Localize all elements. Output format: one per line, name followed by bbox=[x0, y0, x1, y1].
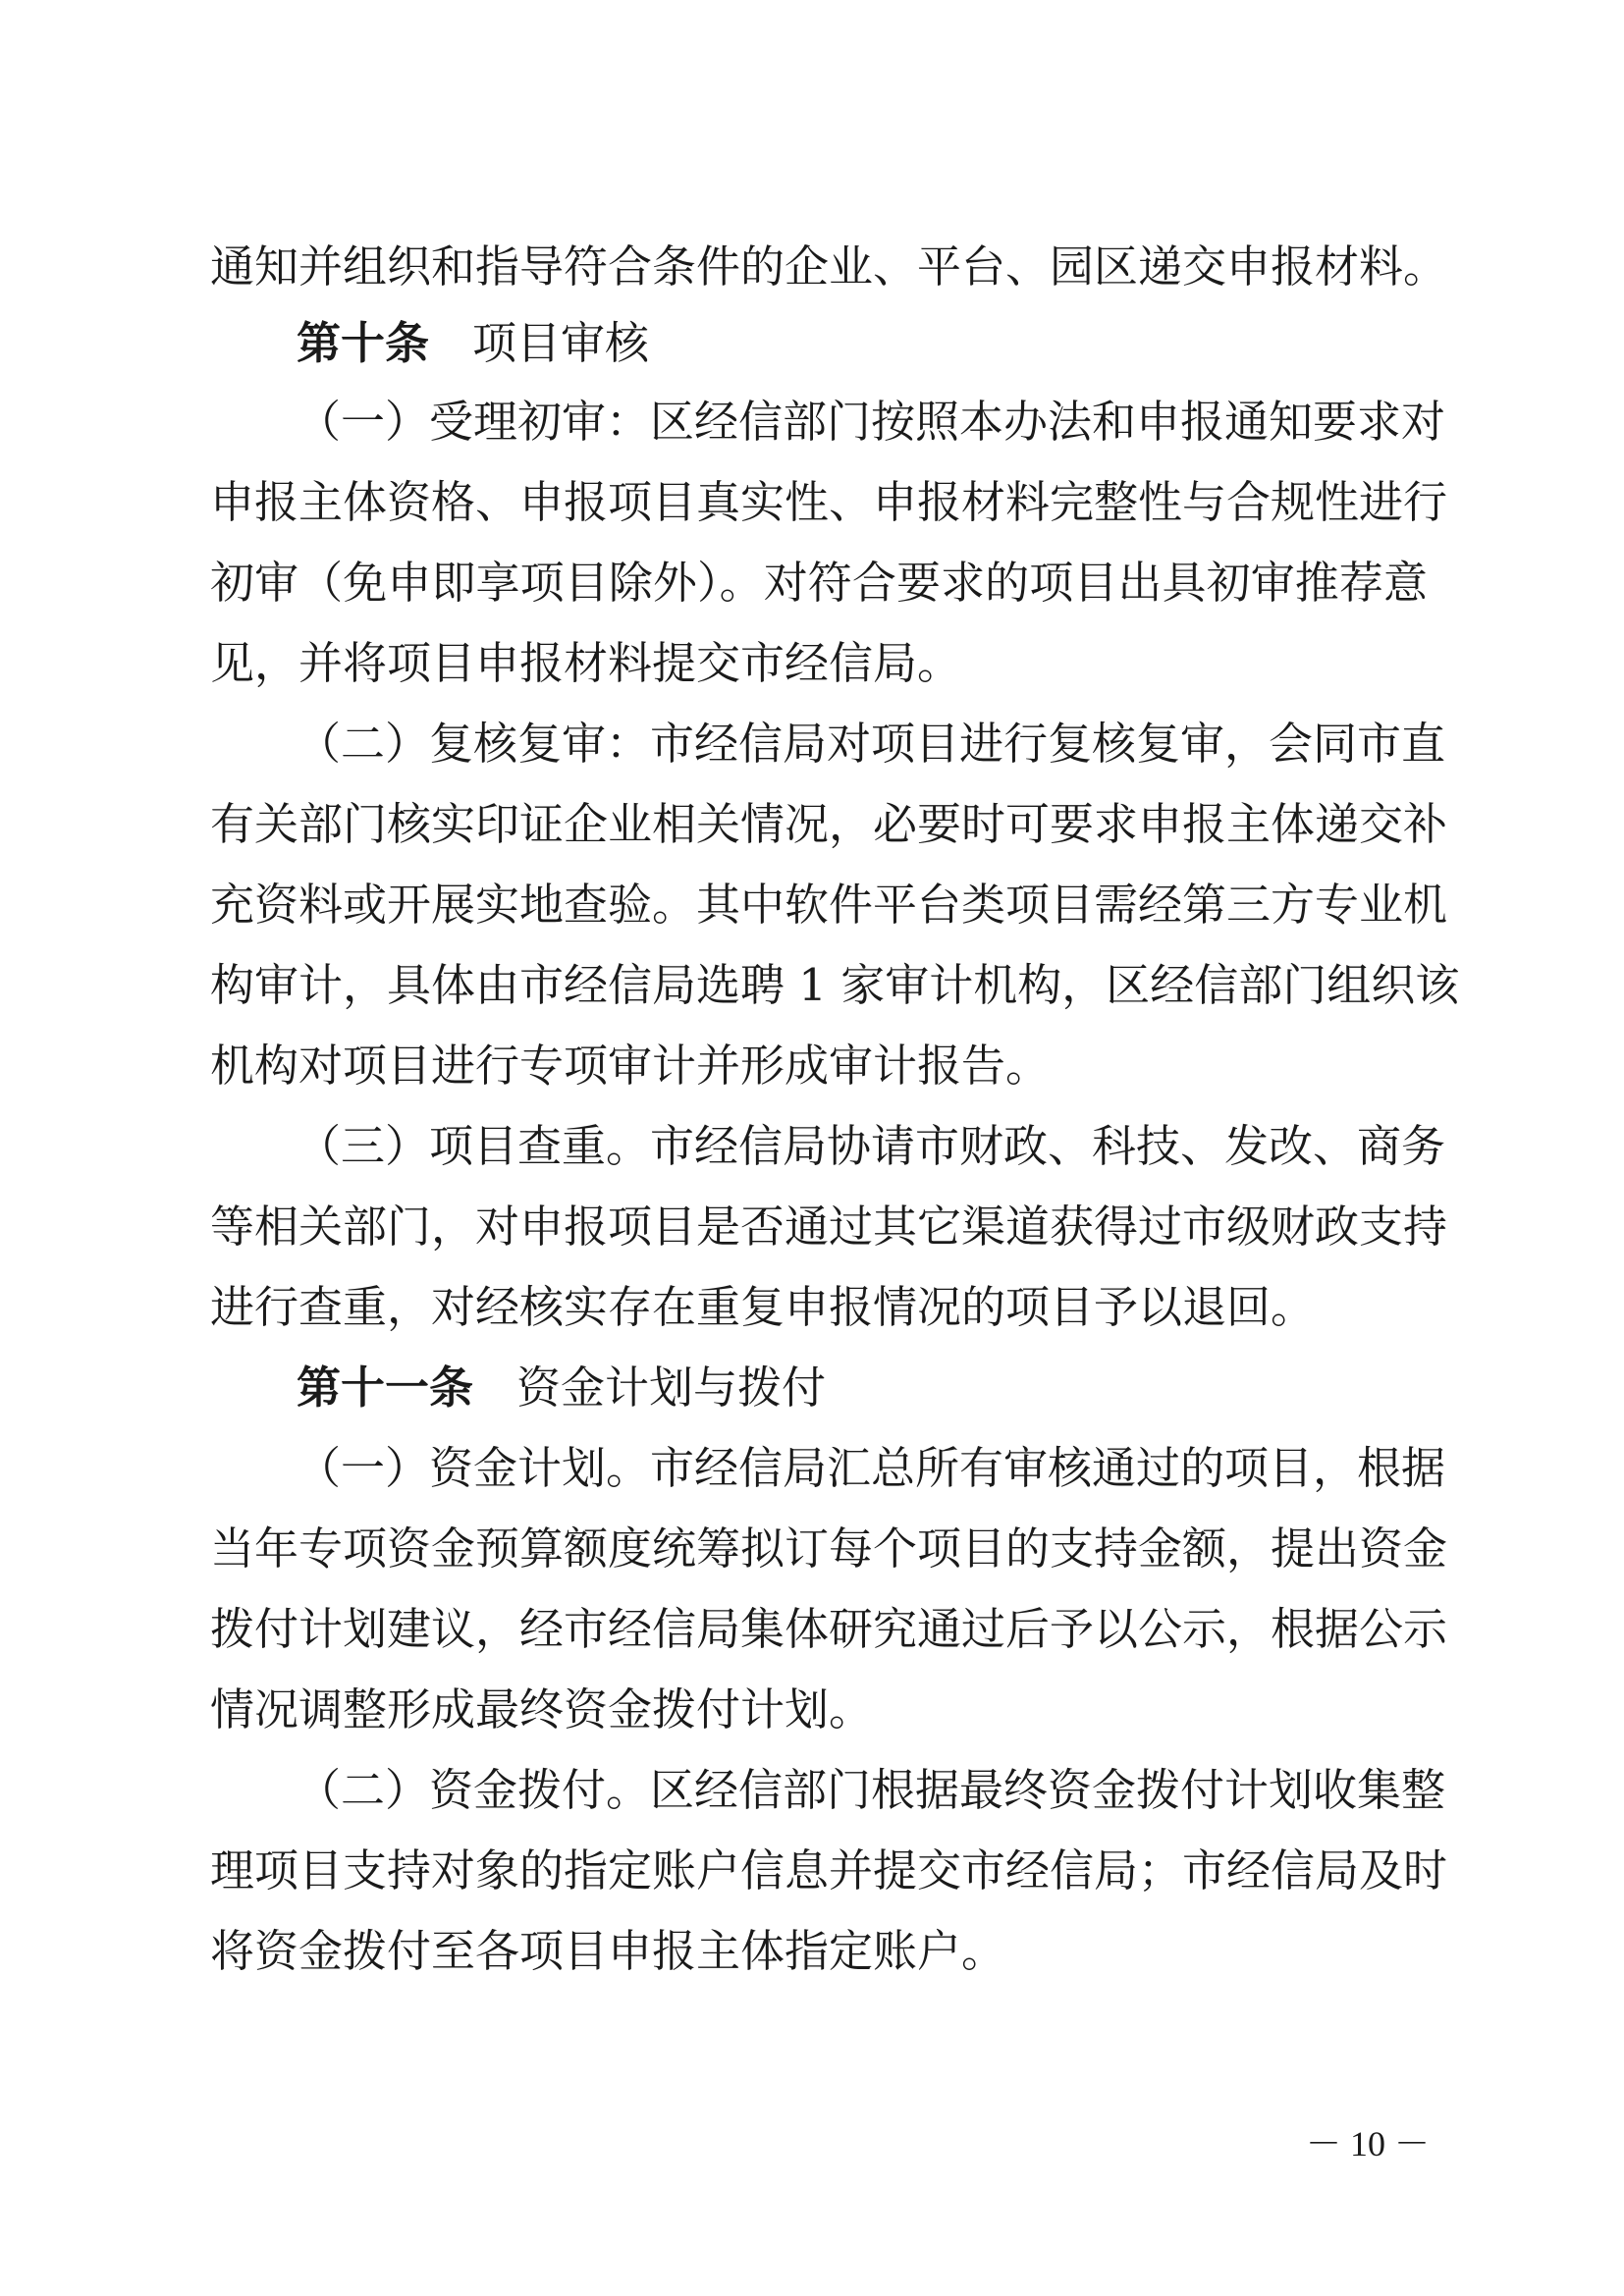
body-line: 进行查重，对经核实存在重复申报情况的项目予以退回。 bbox=[210, 1281, 1316, 1333]
article-heading-11 bbox=[297, 1359, 826, 1417]
body-line: 等相关部门，对申报项目是否通过其它渠道获得过市级财政支持 bbox=[210, 1201, 1448, 1253]
body-line: 拨付计划建议，经市经信局集体研究通过后予以公示，根据公示 bbox=[210, 1603, 1448, 1655]
body-line: （二）复核复审：市经信局对项目进行复核复审，会同市直 bbox=[297, 718, 1446, 770]
body-line: （三）项目查重。市经信局协请市财政、科技、发改、商务 bbox=[297, 1120, 1446, 1172]
body-line: 机构对项目进行专项审计并形成审计报告。 bbox=[210, 1040, 1051, 1092]
body-line: 将资金拨付至各项目申报主体指定账户。 bbox=[210, 1925, 1006, 1977]
article-title: 资金计划与拨付 bbox=[516, 1362, 827, 1414]
body-line: 理项目支持对象的指定账户信息并提交市经信局；市经信局及时 bbox=[210, 1844, 1448, 1896]
article-number: 第十一条 bbox=[297, 1362, 474, 1414]
body-line: （一）资金计划。市经信局汇总所有审核通过的项目，根据 bbox=[297, 1442, 1446, 1494]
body-line: （一）受理初审：区经信部门按照本办法和申报通知要求对 bbox=[297, 396, 1446, 448]
body-line: 当年专项资金预算额度统筹拟订每个项目的支持金额，提出资金 bbox=[210, 1522, 1448, 1575]
article-heading-10 bbox=[297, 314, 649, 373]
article-number: 第十条 bbox=[297, 317, 430, 369]
body-line: 申报主体资格、申报项目真实性、申报材料完整性与合规性进行 bbox=[210, 476, 1448, 528]
body-line: （二）资金拨付。区经信部门根据最终资金拨付计划收集整 bbox=[297, 1764, 1446, 1816]
body-line: 构审计，具体由市经信局选聘 1 家审计机构，区经信部门组织该 bbox=[210, 959, 1460, 1011]
body-line: 初审（免申即享项目除外）。对符合要求的项目出具初审推荐意 bbox=[210, 557, 1428, 609]
body-line: 见，并将项目申报材料提交市经信局。 bbox=[210, 637, 962, 689]
article-title: 项目审核 bbox=[472, 317, 650, 369]
body-line: 充资料或开展实地查验。其中软件平台类项目需经第三方专业机 bbox=[210, 879, 1448, 931]
body-line: 有关部门核实印证企业相关情况，必要时可要求申报主体递交补 bbox=[210, 798, 1448, 850]
body-line: 通知并组织和指导符合条件的企业、平台、园区递交申报材料。 bbox=[210, 240, 1448, 293]
page-number: － 10 － bbox=[1306, 2124, 1431, 2163]
body-line: 情况调整形成最终资金拨付计划。 bbox=[210, 1683, 874, 1735]
